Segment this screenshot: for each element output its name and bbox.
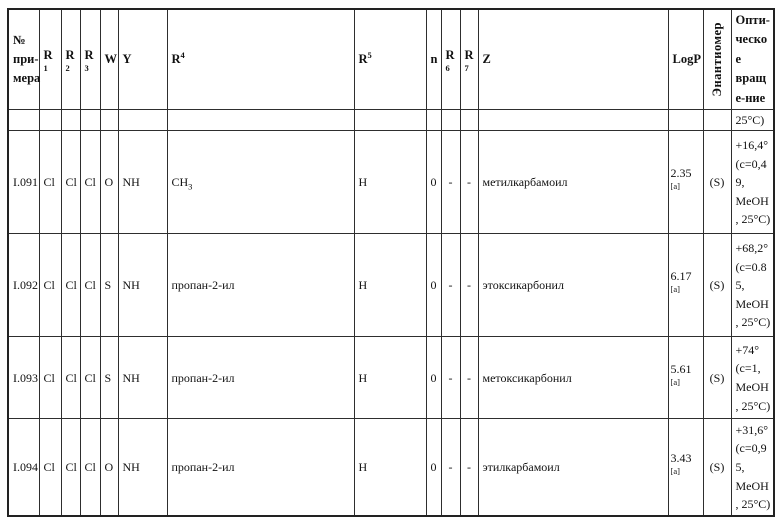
header-r6 — [441, 9, 460, 109]
cell-r4 — [167, 419, 354, 516]
header-r2-base: R — [65, 48, 75, 63]
cell-r4 — [167, 131, 354, 234]
header-r4 — [167, 9, 354, 109]
cell-optical-rotation: +74° (c=1, MeOH, 25°C) — [731, 337, 774, 419]
continuation-row — [8, 109, 774, 131]
cell-r3: Cl — [80, 131, 100, 234]
cell-w: S — [100, 337, 118, 419]
cell-w: O — [100, 419, 118, 516]
cell-y: NH — [118, 337, 167, 419]
cell-r2 — [61, 109, 80, 131]
logp-value: 6.17 — [670, 269, 692, 284]
header-enantiomer — [703, 9, 731, 109]
cell-r4 — [167, 337, 354, 419]
cell-r1: Cl — [39, 131, 61, 234]
header-r4-sup: 4 — [180, 49, 185, 60]
cell-w: S — [100, 234, 118, 337]
cell-r2: Cl — [61, 337, 80, 419]
cell-logp — [668, 337, 703, 419]
logp-value: 2.35 — [670, 166, 692, 181]
cell-r2: Cl — [61, 131, 80, 234]
header-r1-sub: 1 — [43, 63, 48, 74]
header-example-number: № при-мера — [8, 9, 39, 109]
cell-optical-rotation: +16,4° (c=0,49, MeOH, 25°C) — [731, 131, 774, 234]
cell-r6: - — [441, 234, 460, 337]
cell-optical-rotation: +31,6° (c=0,95, MeOH, 25°C) — [731, 419, 774, 516]
cell-r5: H — [354, 419, 426, 516]
header-r7-sub: 7 — [464, 63, 469, 74]
cell-logp — [668, 131, 703, 234]
cell-enantiomer — [703, 109, 731, 131]
cell-z: этоксикарбонил — [478, 234, 668, 337]
cell-n: 0 — [426, 131, 441, 234]
header-n: n — [426, 9, 441, 109]
cell-w: O — [100, 131, 118, 234]
header-r4-base: R — [171, 52, 181, 67]
cell-example: I.093 — [8, 337, 39, 419]
header-r3-sub: 3 — [84, 63, 89, 74]
cell-r4 — [167, 109, 354, 131]
r4-subscript: 3 — [188, 181, 193, 192]
cell-n: 0 — [426, 419, 441, 516]
cell-example: I.092 — [8, 234, 39, 337]
cell-enantiomer: (S) — [703, 419, 731, 516]
header-r2 — [61, 9, 80, 109]
cell-example — [8, 109, 39, 131]
cell-example: I.091 — [8, 131, 39, 234]
cell-r7: - — [460, 234, 478, 337]
logp-footnote: [а] — [670, 284, 680, 295]
cell-r6: - — [441, 131, 460, 234]
data-row — [8, 419, 774, 516]
data-row — [8, 234, 774, 337]
cell-r7: - — [460, 131, 478, 234]
cell-r6: - — [441, 337, 460, 419]
cell-example: I.094 — [8, 419, 39, 516]
cell-r7: - — [460, 337, 478, 419]
cell-n: 0 — [426, 337, 441, 419]
cell-r3: Cl — [80, 234, 100, 337]
cell-r1 — [39, 109, 61, 131]
cell-n: 0 — [426, 234, 441, 337]
cell-z — [478, 109, 668, 131]
cell-r5 — [354, 109, 426, 131]
cell-r3 — [80, 109, 100, 131]
cell-r1: Cl — [39, 337, 61, 419]
header-logp: LogP — [668, 9, 703, 109]
cell-enantiomer: (S) — [703, 234, 731, 337]
header-r6-base: R — [445, 48, 455, 63]
cell-r3: Cl — [80, 337, 100, 419]
logp-value: 5.61 — [670, 361, 692, 376]
cell-logp — [668, 109, 703, 131]
cell-n — [426, 109, 441, 131]
header-r1 — [39, 9, 61, 109]
cell-y: NH — [118, 419, 167, 516]
cell-y: NH — [118, 131, 167, 234]
header-r5-sup: 5 — [367, 49, 372, 60]
cell-r7: - — [460, 419, 478, 516]
header-r5 — [354, 9, 426, 109]
logp-footnote: [а] — [670, 466, 680, 477]
cell-z: этилкарбамоил — [478, 419, 668, 516]
cell-r6: - — [441, 419, 460, 516]
header-r7-base: R — [464, 48, 474, 63]
cell-r5: H — [354, 131, 426, 234]
header-r3-base: R — [84, 48, 94, 63]
header-r6-sub: 6 — [445, 63, 450, 74]
header-y: Y — [118, 9, 167, 109]
compound-table — [7, 8, 775, 517]
cell-r1: Cl — [39, 234, 61, 337]
header-w: W — [100, 9, 118, 109]
cell-optical-rotation: 25°C) — [731, 109, 774, 131]
cell-w — [100, 109, 118, 131]
cell-y — [118, 109, 167, 131]
r4-value: CH — [171, 175, 189, 190]
header-r7 — [460, 9, 478, 109]
cell-r6 — [441, 109, 460, 131]
header-r5-base: R — [358, 52, 368, 67]
cell-enantiomer: (S) — [703, 131, 731, 234]
cell-logp — [668, 419, 703, 516]
logp-value: 3.43 — [670, 450, 692, 465]
cell-enantiomer: (S) — [703, 337, 731, 419]
cell-r2: Cl — [61, 234, 80, 337]
r4-value: пропан-2-ил — [171, 278, 235, 293]
header-z: Z — [478, 9, 668, 109]
cell-optical-rotation: +68,2° (c=0.85, MeOH, 25°C) — [731, 234, 774, 337]
cell-z: метоксикарбонил — [478, 337, 668, 419]
data-row — [8, 337, 774, 419]
cell-r3: Cl — [80, 419, 100, 516]
cell-y: NH — [118, 234, 167, 337]
header-enantiomer-label: Энантиомер — [709, 22, 724, 97]
cell-r1: Cl — [39, 419, 61, 516]
cell-r5: H — [354, 337, 426, 419]
logp-footnote: [а] — [670, 181, 680, 192]
data-row — [8, 131, 774, 234]
cell-logp — [668, 234, 703, 337]
logp-footnote: [а] — [670, 376, 680, 387]
header-r3 — [80, 9, 100, 109]
r4-value: пропан-2-ил — [171, 370, 235, 385]
cell-r2: Cl — [61, 419, 80, 516]
r4-value: пропан-2-ил — [171, 459, 235, 474]
header-optical-rotation: Опти-ческое враще-ние — [731, 9, 774, 109]
table-header-row — [8, 9, 774, 109]
header-r2-sub: 2 — [65, 63, 70, 74]
header-r1-base: R — [43, 48, 53, 63]
cell-r4 — [167, 234, 354, 337]
cell-r7 — [460, 109, 478, 131]
cell-r5: H — [354, 234, 426, 337]
cell-z: метилкарбамоил — [478, 131, 668, 234]
